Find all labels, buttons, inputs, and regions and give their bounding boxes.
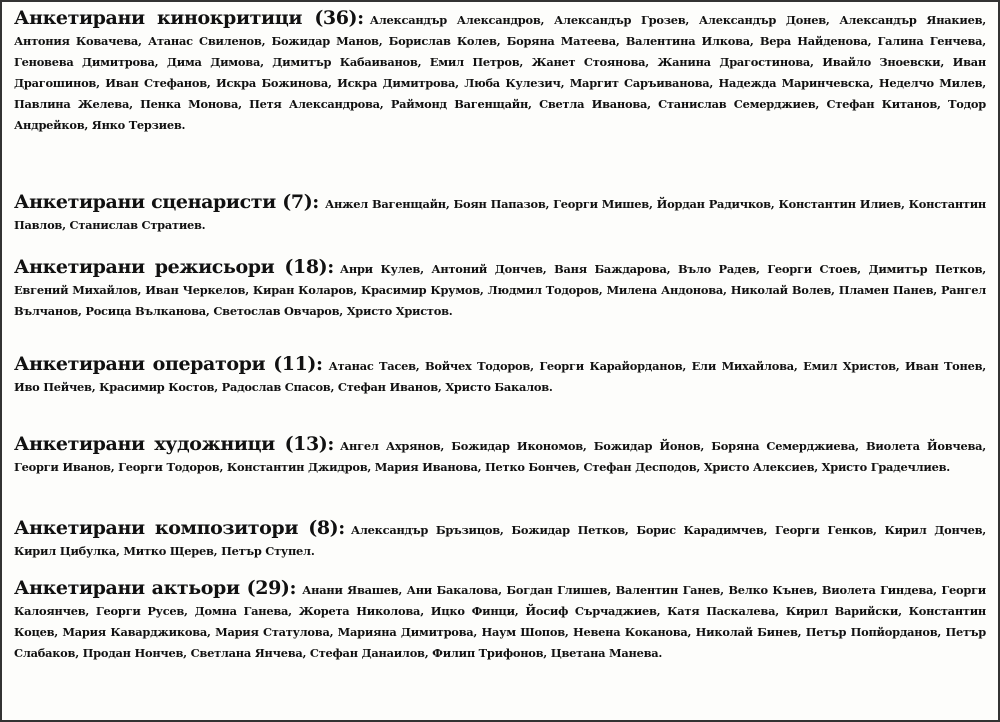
section-names: Атанас Тасев, Войчех Тодоров, Георги Карайорданов, Ели Михайлова, Емил Христов, Иван Тонев, Иво Пейчев, Красимир Костов, Радослав Спасов, Стефан Иванов, Христо Бакалов. — [14, 359, 986, 394]
section-heading: Анкетирани композитори (8): — [14, 517, 345, 539]
section-names: Анжел Вагенщайн, Боян Папазов, Георги Мишев, Йордан Радичков, Константин Илиев, Константин Павлов, Станислав Стратиев. — [14, 197, 987, 232]
section-names: Анри Кулев, Антоний Дончев, Ваня Баждарова, Въло Радев, Георги Стоев, Димитър Петков, Евгений Михайлов, Иван Черкелов, Киран Коларов, Красимир Крумов, Людмил Тодоров, Милена Андонова, Николай Волев, Пламен Панев, Рангел Вълчанов, Росица Вълканова, Светослав Овчаров, Христо Христов. — [14, 262, 986, 318]
section-heading: Анкетирани кинокритици (36): — [14, 7, 364, 29]
section-cinematographers — [14, 354, 986, 398]
section-film-critics — [14, 8, 986, 136]
section-directors — [14, 257, 986, 322]
section-heading: Анкетирани актьори (29): — [14, 577, 297, 599]
section-heading: Анкетирани режисьори (18): — [14, 256, 334, 278]
section-art-directors — [14, 434, 986, 478]
section-screenwriters — [14, 192, 986, 236]
section-names: Ангел Ахрянов, Божидар Икономов, Божидар Йонов, Боряна Семерджиева, Виолета Йовчева, Георги Иванов, Георги Тодоров, Константин Джидров, Мария Иванова, Петко Бончев, Стефан Десподов, Христо Алексиев, Христо Градечлиев. — [14, 439, 987, 474]
section-heading: Анкетирани художници (13): — [14, 433, 335, 455]
section-composers — [14, 518, 986, 562]
section-names: Анани Явашев, Ани Бакалова, Богдан Глишев, Валентин Ганев, Велко Кънев, Виолета Гиндева, Георги Калоянчев, Георги Русев, Домна Ганева, Жорета Николова, Ицко Финци, Йосиф Сърчаджиев, Катя Паскалева, Кирил Варийски, Константин Коцев, Мария Каварджикова, Мария Статулова, Марияна Димитрова, Наум Шопов, Невена Коканова, Николай Бинев, Петър Попйорданов, Петър Слабаков, Продан Нончев, Светлана Янчева, Стефан Данаилов, Филип Трифонов, Цветана Манева. — [14, 583, 986, 660]
section-names: Александър Бръзицов, Божидар Петков, Борис Карадимчев, Георги Генков, Кирил Дончев, Кирил Цибулка, Митко Щерев, Петър Ступел. — [14, 523, 986, 558]
section-names: Александър Александров, Александър Грозев, Александър Донев, Александър Янакиев, Антония Ковачева, Атанас Свиленов, Божидар Манов, Борислав Колев, Боряна Матеева, Валентина Илкова, Вера Найденова, Галина Генчева, Геновева Димитрова, Дима Димова, Димитър Кабаиванов, Емил Петров, Жанет Стоянова, Жанина Драгостинова, Ивайло Зноевски, Иван Драгошинов, Иван Стефанов, Искра Божинова, Искра Димитрова, Люба Кулезич, Маргит Саръиванова, Надежда Маринчевска, Неделчо Милев, Павлина Желева, Пенка Монова, Петя Александрова, Раймонд Вагенщайн, Светла Иванова, Станислав Семерджиев, Стефан Китанов, Тодор Андрейков, Янко Терзиев. — [14, 13, 986, 132]
section-actors — [14, 578, 986, 664]
section-heading: Анкетирани сценаристи (7): — [14, 191, 319, 213]
section-heading: Анкетирани оператори (11): — [14, 353, 323, 375]
